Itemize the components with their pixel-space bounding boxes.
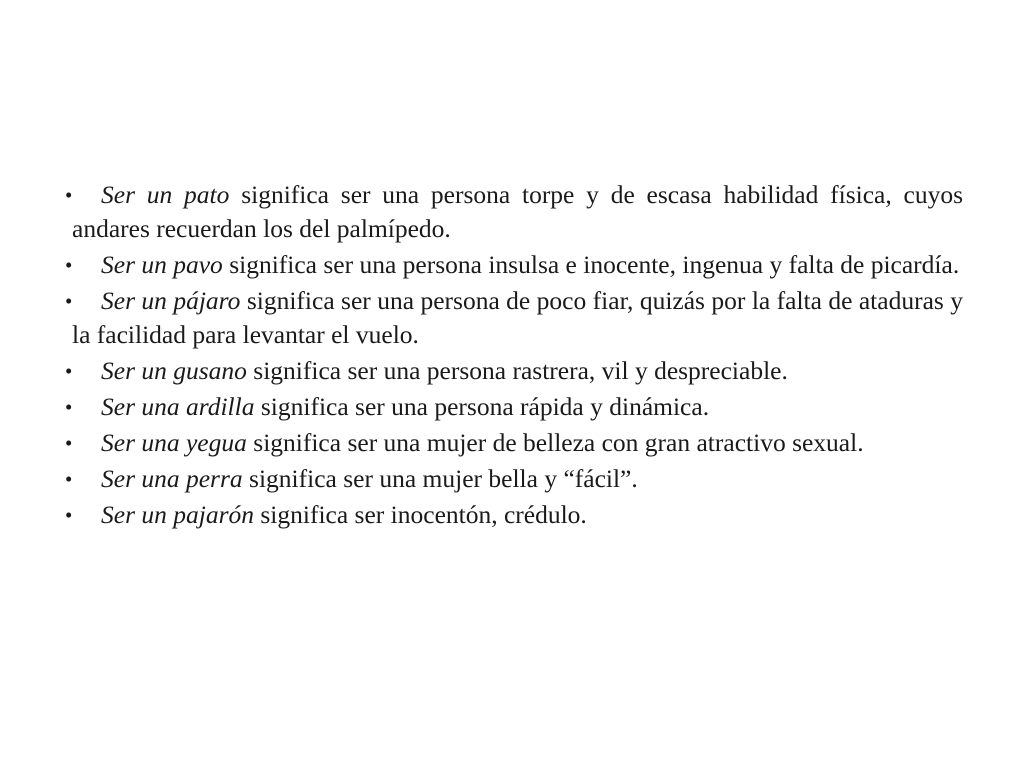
bullet-icon: • xyxy=(65,289,73,313)
bullet-icon: • xyxy=(65,395,73,419)
list-item xyxy=(65,178,963,246)
list-item xyxy=(65,462,963,496)
term: Ser un pato xyxy=(101,180,230,209)
definition: significa ser una persona rastrera, vil y despreciable. xyxy=(246,356,788,385)
list-item xyxy=(65,390,963,424)
term: Ser una perra xyxy=(101,464,243,493)
list-item xyxy=(65,354,963,388)
list-item xyxy=(65,284,963,352)
list-item xyxy=(65,498,963,532)
term: Ser un gusano xyxy=(101,356,247,385)
bullet-icon: • xyxy=(65,503,73,527)
term: Ser un pajarón xyxy=(101,500,254,529)
definition: significa ser una persona rápida y dinámica. xyxy=(254,392,710,421)
bullet-icon: • xyxy=(65,253,73,277)
term: Ser un pavo xyxy=(101,250,223,279)
bullet-icon: • xyxy=(65,431,73,455)
term: Ser una yegua xyxy=(101,428,247,457)
definition-list xyxy=(65,178,963,534)
bullet-icon: • xyxy=(65,183,73,207)
term: Ser un pájaro xyxy=(101,286,241,315)
definition: significa ser una persona torpe y de escasa habilidad física, cuyos andares recuerdan los del palmípedo. xyxy=(72,180,963,243)
definition: significa ser una mujer de belleza con gran atractivo sexual. xyxy=(246,428,864,457)
bullet-icon: • xyxy=(65,467,73,491)
definition: significa ser una persona insulsa e inocente, ingenua y falta de picardía. xyxy=(222,250,960,279)
definition: significa ser inocentón, crédulo. xyxy=(254,500,587,529)
bullet-icon: • xyxy=(65,359,73,383)
list-item xyxy=(65,248,963,282)
list-item xyxy=(65,426,963,460)
term: Ser una ardilla xyxy=(101,392,255,421)
definition: significa ser una persona de poco fiar, quizás por la falta de ataduras y la facilidad para levantar el vuelo. xyxy=(72,286,963,349)
definition: significa ser una mujer bella y “fácil”. xyxy=(242,464,638,493)
